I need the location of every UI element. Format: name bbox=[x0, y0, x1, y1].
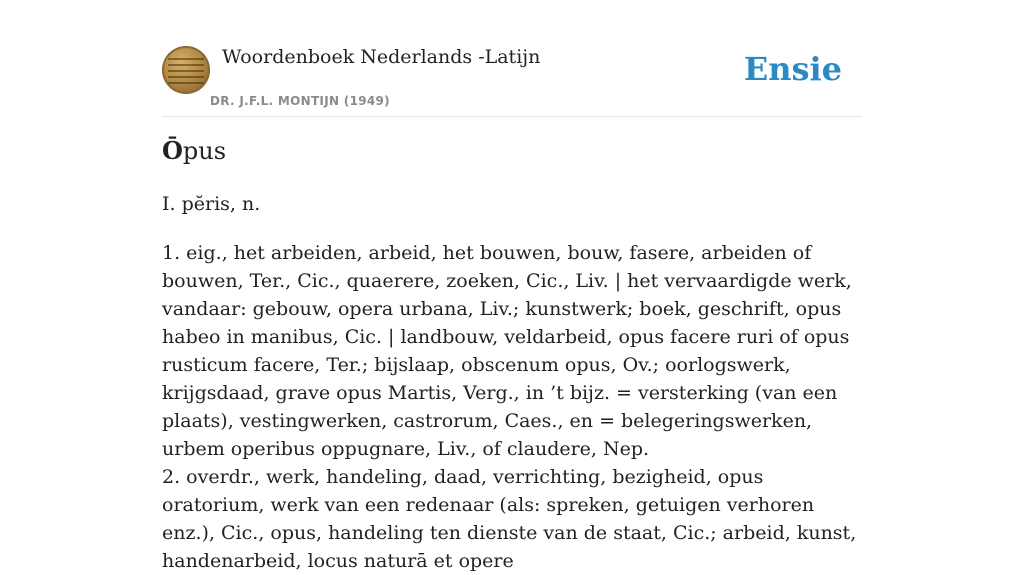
definition bbox=[162, 239, 864, 575]
headword-initial: Ō bbox=[162, 136, 183, 165]
book-title[interactable]: Woordenboek Nederlands -Latijn bbox=[222, 46, 541, 68]
grammar-info: I. pĕris, n. bbox=[162, 193, 261, 215]
header bbox=[162, 0, 862, 117]
book-cover-coin-icon[interactable] bbox=[162, 46, 210, 94]
page-title bbox=[162, 136, 226, 165]
sense-1: 1. eig., het arbeiden, arbeid, het bouwen, bouw, fasere, arbeiden of bouwen, Ter., Cic., quaerere, zoeken, Cic., Liv. | het vervaardigde werk, vandaar: gebouw, opera urbana, Liv.; kunstwerk; boek, geschrift, opus habeo in manibus, Cic. | landbouw, veldarbeid, opus facere ruri of opus rusticum facere, Ter.; bijslaap, obscenum opus, Ov.; oorlogswerk, krijgsdaad, grave opus Martis, Verg., in ’t bijz. = versterking (van een plaats), vestingwerken, castrorum, Caes., en = belegeringswerken, urbem operibus oppugnare, Liv., of claudere, Nep. bbox=[162, 242, 852, 460]
page bbox=[162, 0, 862, 572]
headword-rest: pus bbox=[182, 137, 227, 165]
book-author: DR. J.F.L. MONTIJN (1949) bbox=[210, 94, 390, 108]
ensie-logo-link[interactable]: Ensie bbox=[743, 50, 842, 88]
sense-2: 2. overdr., werk, handeling, daad, verrichting, bezigheid, opus oratorium, werk van een redenaar (als: spreken, getuigen verhoren enz.), Cic., opus, handeling ten dienste van de staat, Cic.; arbeid, kunst, handenarbeid, locus naturā et opere bbox=[162, 466, 857, 572]
